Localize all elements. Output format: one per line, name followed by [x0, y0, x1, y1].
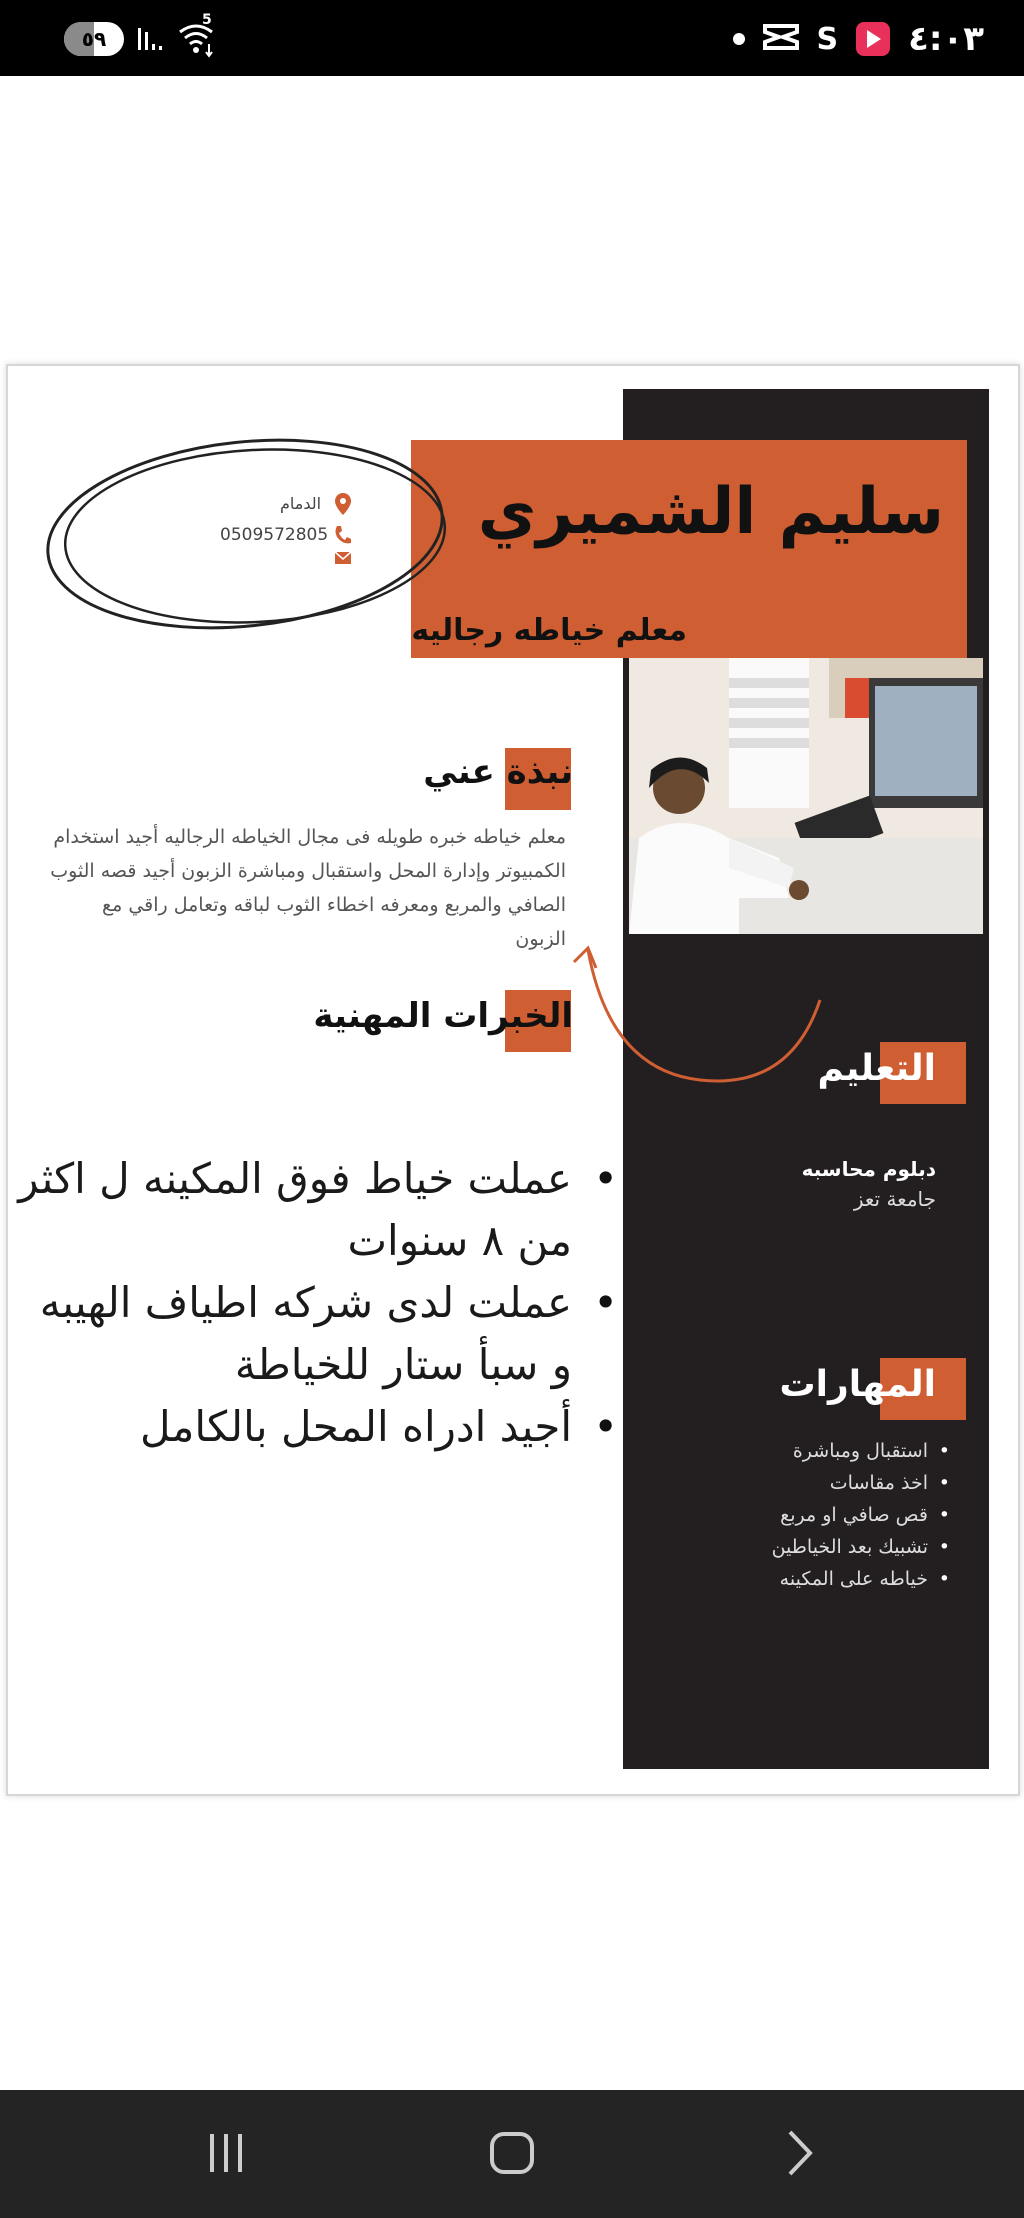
- list-item: • قص صافي او مربع: [780, 1504, 950, 1526]
- status-bar: [0, 0, 1024, 76]
- education-title: التعليم: [817, 1048, 936, 1089]
- job-title: معلم خياطه رجاليه: [411, 613, 687, 648]
- capcut-icon: [763, 22, 799, 56]
- resume-name: سليم الشميري: [477, 475, 944, 549]
- list-item: • أجيد ادراه المحل بالكامل: [140, 1402, 618, 1451]
- about-title: نبذة عني: [423, 752, 573, 792]
- email-icon: [334, 551, 352, 565]
- about-text: معلم خياطه خبره طويله فى مجال الخياطه الرجاليه أجيد استخدام الكمبيوتر وإدارة المحل واستقبال ومباشرة الزبون أجيد قصه الثوب الصافي والمربع ومعرفه اخطاء الثوب لباقه وتعامل راقي مع الزبون: [50, 826, 566, 950]
- contact-phone: 0509572805: [220, 525, 329, 545]
- location-pin-icon: [334, 492, 352, 516]
- education-school: جامعة تعز: [853, 1187, 936, 1211]
- skills-list: [771, 1435, 950, 1595]
- list-item: • عملت لدى شركه اطياف الهيبه و سبأ ستار للخياطة: [39, 1278, 618, 1389]
- experience-list: [12, 1148, 618, 1458]
- recent-apps-button[interactable]: [196, 2120, 256, 2186]
- home-button[interactable]: [482, 2120, 542, 2186]
- s-app-icon: S: [816, 21, 839, 57]
- list-item: • تشبيك بعد الخياطين: [771, 1536, 950, 1558]
- signal-icon: [136, 20, 170, 62]
- profile-photo: [629, 658, 983, 934]
- navigation-bar: [0, 2090, 1024, 2218]
- list-item: • اخذ مقاسات: [829, 1472, 950, 1494]
- list-item: • استقبال ومباشرة: [792, 1440, 950, 1462]
- status-icons-right: [733, 14, 984, 64]
- list-item: • عملت خياط فوق المكينه ل اكثر من ٨ سنوات: [18, 1154, 618, 1265]
- battery-indicator: ٥٩: [64, 22, 124, 56]
- clock: ٤:٠٣: [908, 19, 984, 59]
- dot-icon: [733, 33, 745, 45]
- experience-title: الخبرات المهنية: [313, 996, 573, 1036]
- phone-icon: [334, 525, 352, 545]
- video-app-icon: [856, 22, 890, 56]
- skills-title: المهارات: [779, 1364, 936, 1405]
- list-item: • خياطه على المكينه: [779, 1568, 950, 1590]
- contact-location: الدمام: [280, 494, 322, 513]
- arrow-decoration: [570, 940, 830, 1090]
- back-button[interactable]: [770, 2120, 830, 2186]
- education-degree: دبلوم محاسبه: [801, 1157, 936, 1181]
- wifi-icon: 5: [176, 18, 218, 66]
